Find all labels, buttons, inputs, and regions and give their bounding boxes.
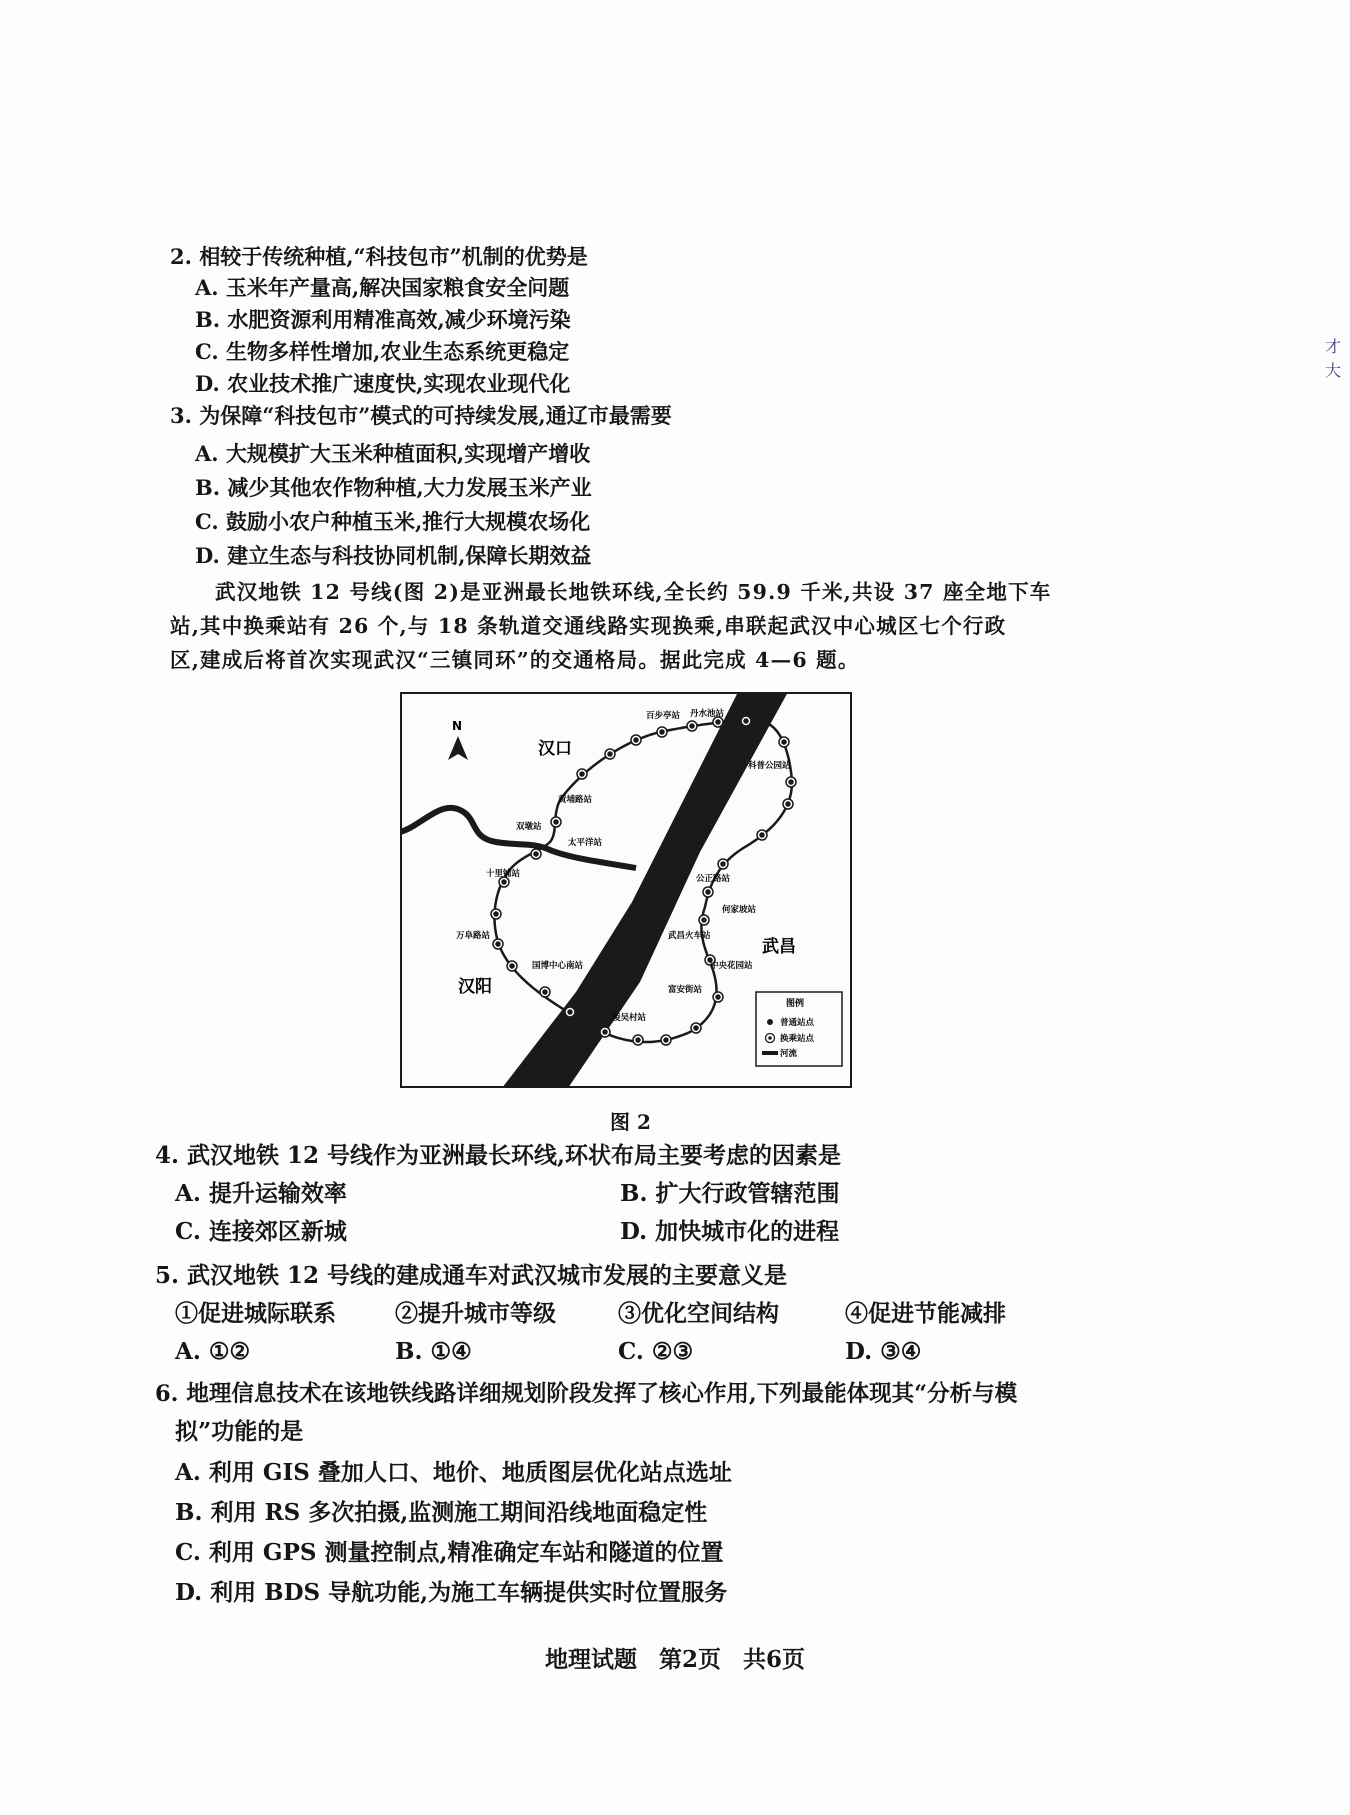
station-label: 十里铺站 — [486, 869, 521, 879]
q4-stem: 4. 武汉地铁 12 号线作为亚洲最长环线,环状布局主要考虑的因素是 — [155, 1142, 842, 1169]
station-label: 丹水池站 — [690, 709, 725, 719]
q6-option-d: D. 利用 BDS 导航功能,为施工车辆提供实时位置服务 — [175, 1579, 728, 1606]
legend-title: 图例 — [786, 999, 805, 1009]
q5-option-d: D. ③④ — [845, 1338, 922, 1365]
q5-option-a: A. ①② — [175, 1338, 251, 1365]
figure-caption: 图 2 — [610, 1110, 651, 1134]
map-legend — [756, 992, 842, 1066]
q2-stem: 2. 相较于传统种植,“科技包市”机制的优势是 — [170, 244, 588, 269]
station-label: 百步亭站 — [646, 711, 681, 721]
q5-item-2: ②提升城市等级 — [395, 1300, 556, 1327]
q6-stem-line-1: 6. 地理信息技术在该地铁线路详细规划阶段发挥了核心作用,下列最能体现其“分析与模 — [155, 1381, 1018, 1407]
margin-mark-2: 大 — [1325, 361, 1342, 380]
north-label: N — [452, 719, 463, 733]
legend-normal-station: 普通站点 — [780, 1018, 815, 1028]
station-label: 双墩站 — [516, 822, 542, 832]
q5-option-b: B. ①④ — [395, 1338, 472, 1365]
margin-mark-1: 才 — [1325, 337, 1342, 356]
station-label: 黄埔路站 — [558, 795, 593, 805]
q5-item-3: ③优化空间结构 — [618, 1300, 779, 1327]
q2-option-c: C. 生物多样性增加,农业生态系统更稳定 — [195, 339, 570, 364]
station-label: 中央花园站 — [710, 961, 753, 971]
station-label: 科普公园站 — [748, 761, 791, 771]
wuhan-metro-line-12-map — [400, 692, 852, 1088]
q3-option-d: D. 建立生态与科技协同机制,保障长期效益 — [195, 543, 592, 568]
station-label: 凌吴村站 — [612, 1013, 647, 1023]
q3-option-c: C. 鼓励小农户种植玉米,推行大规模农场化 — [195, 509, 591, 534]
station-label: 万阜路站 — [456, 931, 491, 941]
station-label: 国博中心南站 — [532, 961, 584, 971]
q5-option-c: C. ②③ — [618, 1338, 694, 1365]
intro-line-3: 区,建成后将首次实现武汉“三镇同环”的交通格局。据此完成 4—6 题。 — [170, 648, 860, 672]
station-label: 太平洋站 — [568, 838, 603, 848]
q3-stem: 3. 为保障“科技包市”模式的可持续发展,通辽市最需要 — [170, 403, 672, 428]
legend-river: 河流 — [780, 1049, 798, 1059]
q6-option-b: B. 利用 RS 多次拍摄,监测施工期间沿线地面稳定性 — [175, 1499, 708, 1526]
q6-option-a: A. 利用 GIS 叠加人口、地价、地质图层优化站点选址 — [175, 1459, 732, 1486]
q2-option-b: B. 水肥资源利用精准高效,减少环境污染 — [195, 307, 571, 332]
district-hankou: 汉口 — [538, 739, 572, 759]
q5-stem: 5. 武汉地铁 12 号线的建成通车对武汉城市发展的主要意义是 — [155, 1262, 788, 1289]
q2-option-d: D. 农业技术推广速度快,实现农业现代化 — [195, 371, 571, 396]
station-label: 公正路站 — [696, 874, 731, 884]
station-label: 富安街站 — [668, 985, 703, 995]
handwritten-margin-marks — [1325, 335, 1341, 383]
legend-normal-station-icon — [767, 1019, 773, 1025]
legend-transfer-station: 换乘站点 — [780, 1034, 815, 1044]
intro-line-2: 站,其中换乘站有 26 个,与 18 条轨道交通线路实现换乘,串联起武汉中心城区七个行政 — [170, 614, 1007, 638]
q2-option-a: A. 玉米年产量高,解决国家粮食安全问题 — [195, 275, 570, 300]
q4-option-a: A. 提升运输效率 — [175, 1180, 347, 1207]
district-wuchang: 武昌 — [762, 937, 796, 957]
station-label: 何家坡站 — [722, 905, 757, 915]
q4-option-c: C. 连接郊区新城 — [175, 1218, 347, 1245]
q3-option-b: B. 减少其他农作物种植,大力发展玉米产业 — [195, 475, 592, 500]
q5-item-4: ④促进节能减排 — [845, 1300, 1006, 1327]
station-label: 武昌火车站 — [668, 931, 711, 941]
district-hanyang: 汉阳 — [458, 977, 492, 997]
q3-option-a: A. 大规模扩大玉米种植面积,实现增产增收 — [195, 441, 591, 466]
q5-item-1: ①促进城际联系 — [175, 1300, 336, 1327]
intro-line-1: 武汉地铁 12 号线(图 2)是亚洲最长地铁环线,全长约 59.9 千米,共设 37 座全地下车 — [215, 580, 1052, 604]
legend-river-icon — [762, 1051, 778, 1055]
q6-option-c: C. 利用 GPS 测量控制点,精准确定车站和隧道的位置 — [175, 1539, 724, 1566]
q4-option-d: D. 加快城市化的进程 — [620, 1218, 840, 1245]
q6-stem-line-2: 拟”功能的是 — [175, 1418, 304, 1445]
page-footer: 地理试题 第2页 共6页 — [544, 1646, 806, 1673]
q4-option-b: B. 扩大行政管辖范围 — [620, 1180, 840, 1207]
